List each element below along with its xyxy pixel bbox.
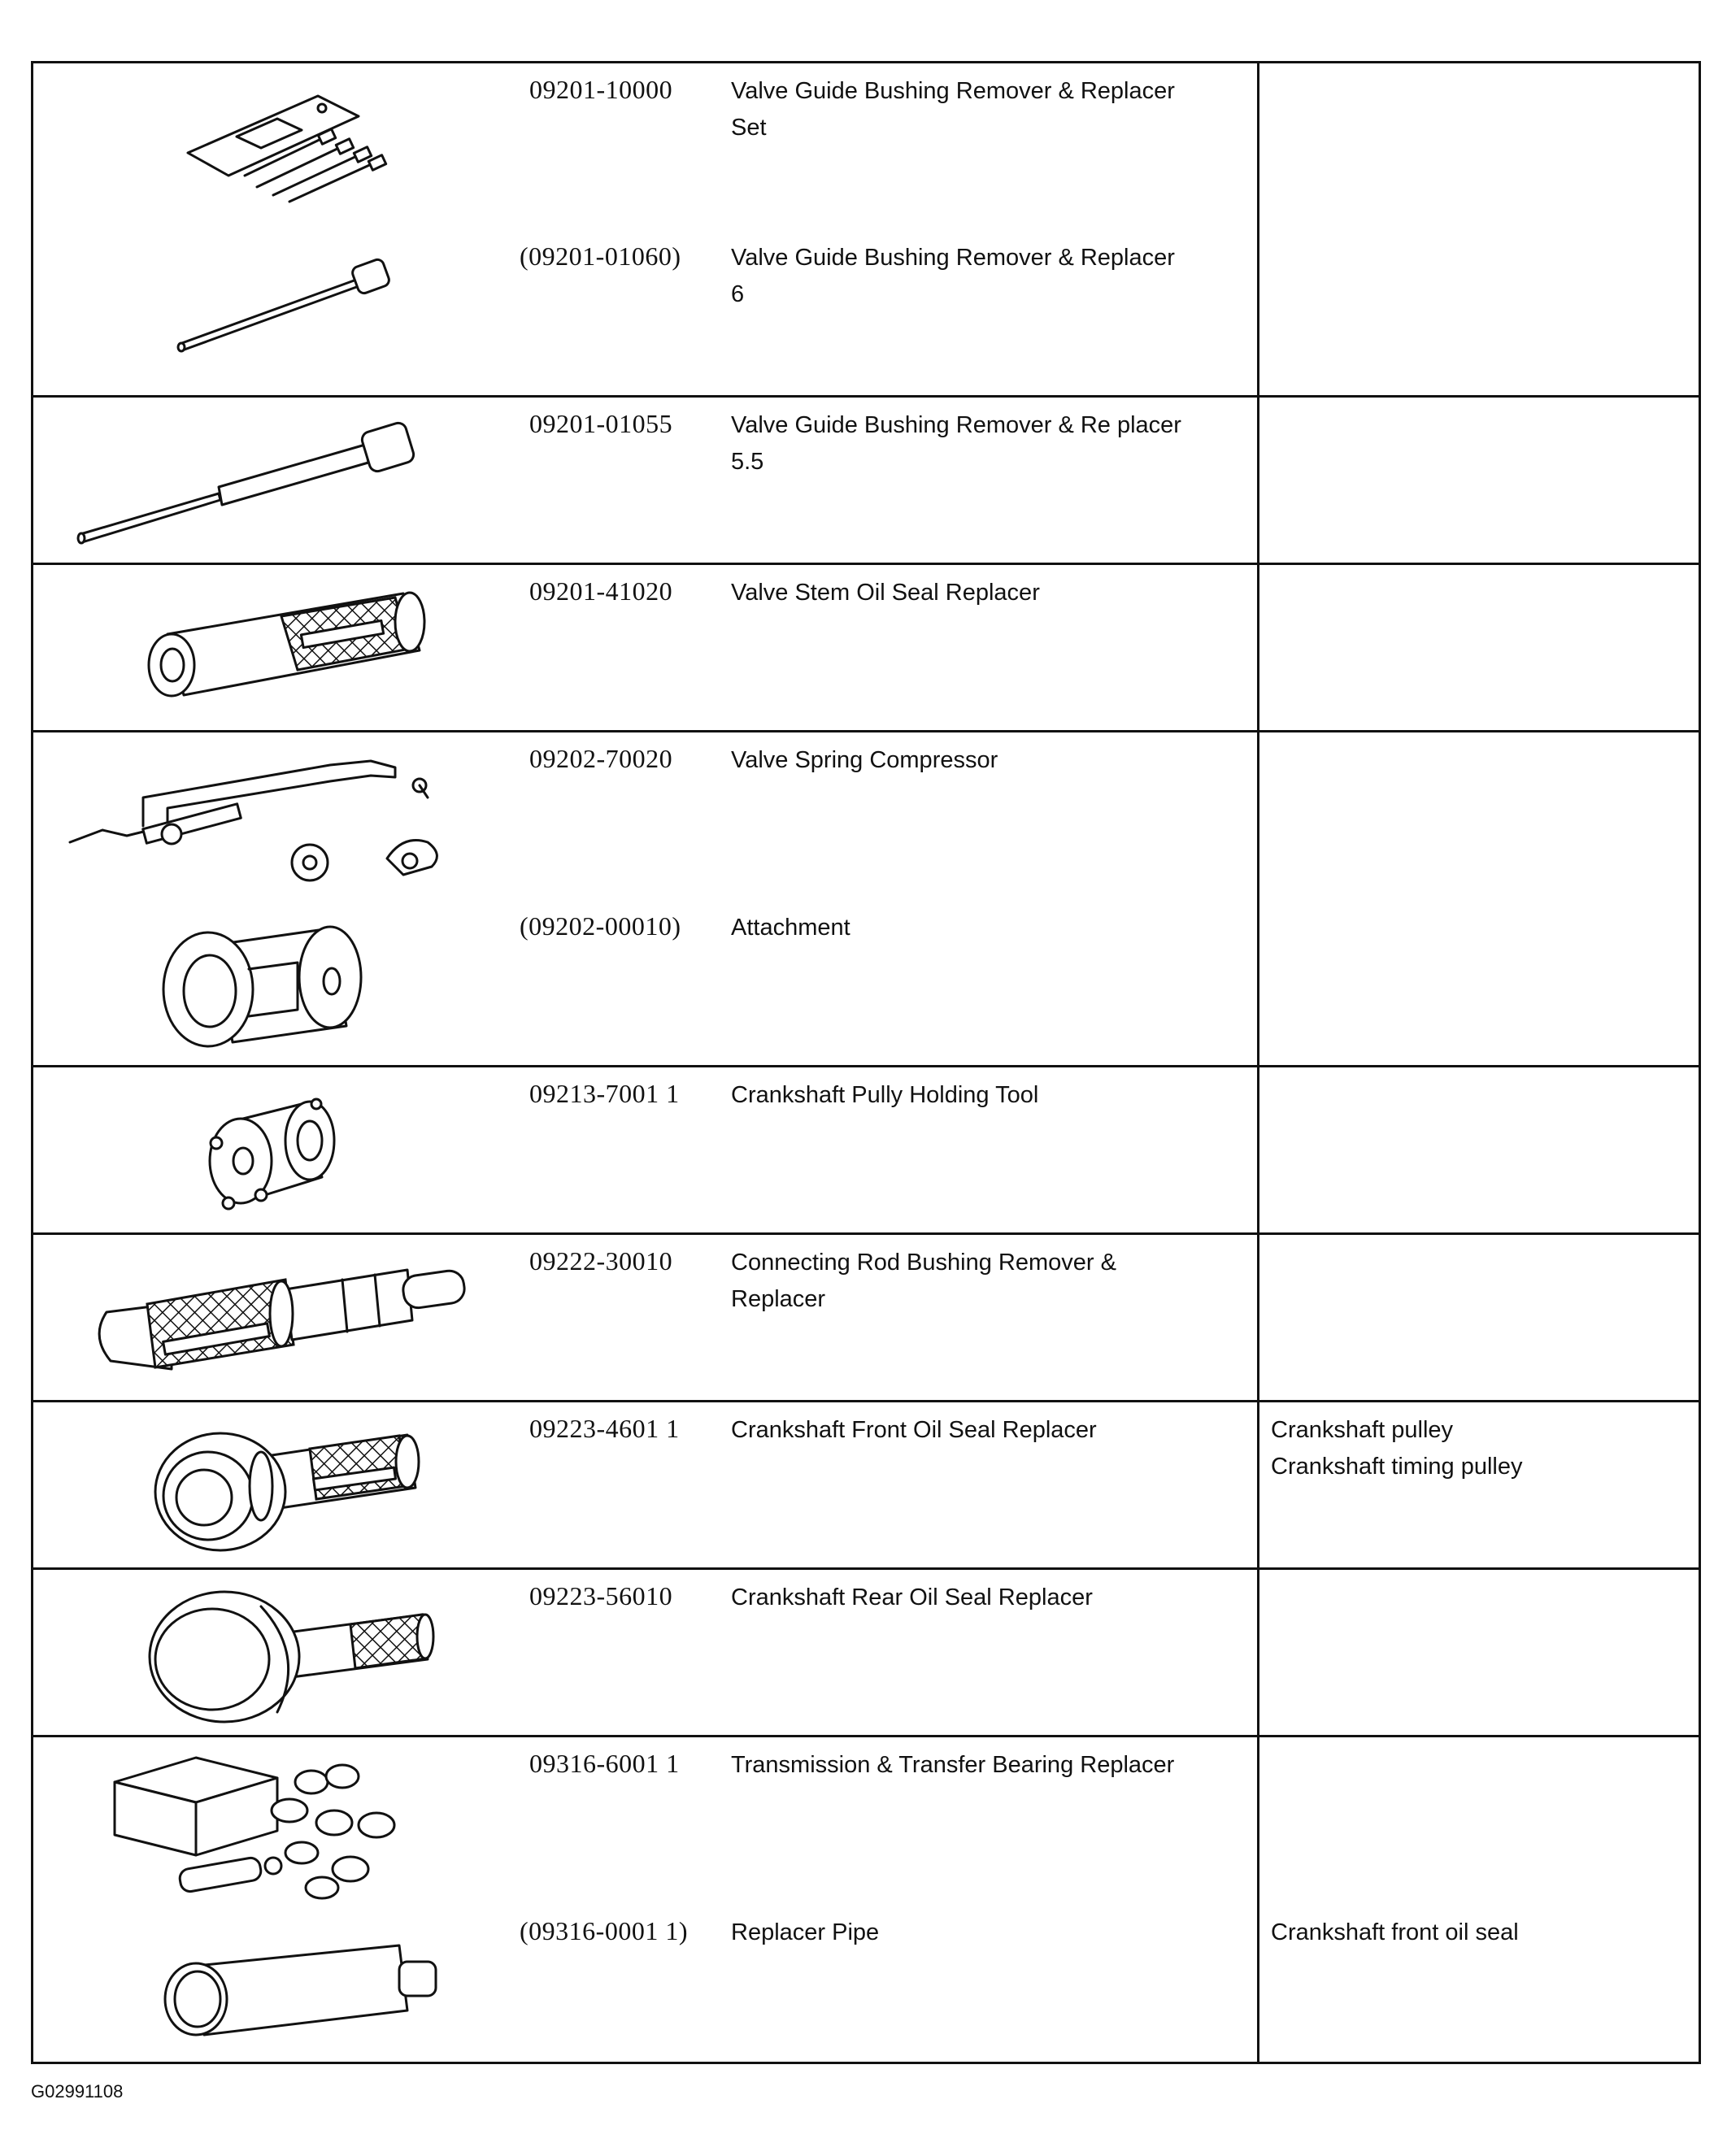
- table-row: [33, 398, 1699, 565]
- tool-name: Attachment: [731, 915, 850, 941]
- front-seal-replacer-icon: [131, 1415, 456, 1561]
- part-number: 09223-4601 1: [529, 1414, 680, 1443]
- table-row: [33, 1067, 1699, 1235]
- valve-stem-seal-replacer-icon: [135, 585, 460, 707]
- part-number: 09213-7001 1: [529, 1079, 680, 1108]
- table-row: [33, 1235, 1699, 1402]
- remark-line: Crankshaft timing pulley: [1271, 1454, 1523, 1480]
- tool-name: Crankshaft Rear Oil Seal Replacer: [731, 1584, 1093, 1610]
- tool-name: Crankshaft Front Oil Seal Replacer: [731, 1417, 1097, 1443]
- tool-entry: [33, 1905, 1699, 2071]
- pulley-holding-tool-icon: [188, 1096, 350, 1218]
- column-divider: [1257, 398, 1259, 563]
- part-number: (09201-01060): [520, 241, 681, 271]
- column-divider: [1257, 1235, 1259, 1400]
- tool-name: Crankshaft Pully Holding Tool: [731, 1082, 1039, 1108]
- part-number: 09223-56010: [529, 1581, 673, 1610]
- remark-line: Crankshaft front oil seal: [1271, 1919, 1519, 1945]
- figure-code: G02991108: [31, 2081, 124, 2102]
- part-number: (09202-00010): [520, 911, 681, 941]
- tool-name: Valve Guide Bushing Remover & Replacer Set: [731, 78, 1175, 141]
- tool-entry: [33, 230, 1699, 397]
- table-row: [33, 63, 1699, 398]
- part-number: 09222-30010: [529, 1246, 673, 1276]
- bearing-replacer-set-icon: [107, 1745, 464, 1908]
- tool-remarks: [1271, 1915, 1677, 1951]
- column-divider: [1257, 1067, 1259, 1232]
- part-number: 09316-6001 1: [529, 1749, 680, 1778]
- valve-guide-remover-6-icon: [172, 246, 415, 360]
- tool-name: Replacer Pipe: [731, 1919, 880, 1945]
- tool-entry: [33, 900, 1699, 1067]
- rear-seal-replacer-icon: [139, 1582, 464, 1728]
- column-divider: [1257, 565, 1259, 730]
- valve-spring-compressor-icon: [62, 745, 468, 891]
- part-number: 09201-41020: [529, 576, 673, 606]
- tool-remarks: [1271, 1412, 1677, 1485]
- part-number: 09201-10000: [529, 75, 673, 104]
- table-row: [33, 1402, 1699, 1570]
- rod-bushing-tool-icon: [74, 1255, 497, 1385]
- tool-name: Transmission & Transfer Bearing Replacer: [731, 1752, 1175, 1778]
- table-row: [33, 565, 1699, 732]
- tool-name: Valve Spring Compressor: [731, 747, 998, 773]
- part-number: 09202-70020: [529, 744, 673, 773]
- part-number: 09201-01055: [529, 409, 673, 438]
- remark-line: Crankshaft pulley: [1271, 1417, 1454, 1443]
- tool-entry: [33, 63, 1699, 230]
- column-divider: [1257, 1402, 1259, 1567]
- valve-guide-set-icon: [180, 80, 391, 210]
- valve-guide-remover-5-5-icon: [72, 412, 455, 550]
- table-row: [33, 732, 1699, 1067]
- part-number: (09316-0001 1): [520, 1916, 688, 1945]
- table-row: [33, 1570, 1699, 1737]
- table-row: [33, 1737, 1699, 2062]
- special-tools-table: [31, 61, 1701, 2064]
- tool-entry: [33, 732, 1699, 899]
- tool-entry: [33, 1737, 1699, 1904]
- column-divider: [1257, 1570, 1259, 1735]
- attachment-icon: [151, 920, 395, 1050]
- tool-name: Valve Stem Oil Seal Replacer: [731, 580, 1040, 606]
- tool-name: Connecting Rod Bushing Remover & Replacer: [731, 1250, 1116, 1312]
- replacer-pipe-icon: [147, 1921, 456, 2051]
- tool-name: Valve Guide Bushing Remover & Replacer 6: [731, 245, 1175, 307]
- tool-name: Valve Guide Bushing Remover & Re placer 5.5: [731, 412, 1181, 475]
